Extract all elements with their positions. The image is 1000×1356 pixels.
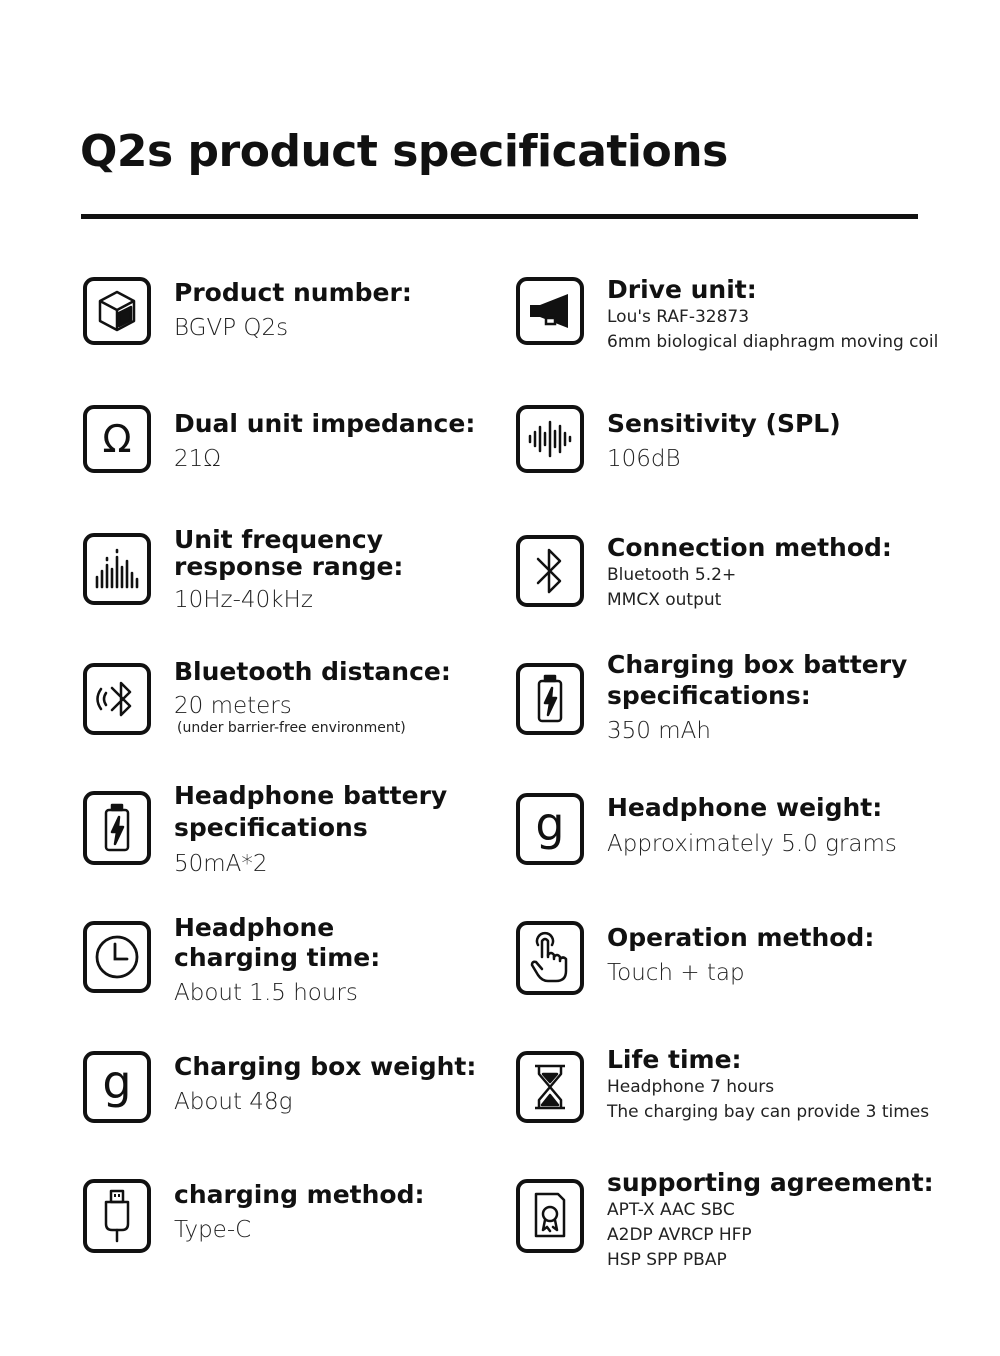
page-title: Q2s product specifications	[80, 126, 728, 177]
spec-note: (under barrier-free environment)	[177, 720, 406, 736]
spec-detail-line: APT-X AAC SBC	[607, 1200, 735, 1220]
spec-label: Life time:	[607, 1045, 742, 1074]
gram-icon: g	[516, 793, 584, 865]
spec-value: About 48g	[174, 1089, 293, 1115]
battery-charging-icon	[516, 663, 584, 735]
spec-value: 20 meters	[174, 693, 292, 719]
spec-label: Drive unit:	[607, 275, 757, 304]
spec-label: charging time:	[174, 943, 381, 972]
spec-label: Operation method:	[607, 923, 875, 952]
spec-label: specifications:	[607, 681, 811, 710]
bluetooth-icon	[516, 535, 584, 607]
equalizer-bars-icon	[83, 533, 151, 605]
spec-value: Touch + tap	[607, 960, 745, 986]
touch-hand-icon	[516, 921, 584, 995]
spec-value: 10Hz-40kHz	[174, 587, 313, 613]
title-divider	[81, 214, 918, 219]
spec-value: 106dB	[607, 446, 681, 472]
spec-label: response range:	[174, 552, 404, 581]
spec-label: specifications	[174, 813, 368, 842]
spec-detail-line: 6mm biological diaphragm moving coil	[607, 332, 939, 352]
spec-detail-line: MMCX output	[607, 590, 722, 610]
spec-label: Charging box weight:	[174, 1052, 477, 1081]
spec-value: 350 mAh	[607, 718, 711, 744]
certificate-icon	[516, 1179, 584, 1253]
spec-label: Headphone battery	[174, 781, 448, 810]
hourglass-icon	[516, 1051, 584, 1123]
spec-label: supporting agreement:	[607, 1168, 934, 1197]
spec-value: 50mA*2	[174, 851, 268, 877]
spec-label: Bluetooth distance:	[174, 657, 451, 686]
cube-icon	[83, 277, 151, 345]
spec-detail-line: A2DP AVRCP HFP	[607, 1225, 752, 1245]
spec-label: charging method:	[174, 1180, 425, 1209]
spec-detail-line: Bluetooth 5.2+	[607, 565, 737, 585]
spec-value: About 1.5 hours	[174, 980, 358, 1006]
spec-value: Type-C	[174, 1217, 252, 1243]
clock-icon	[83, 921, 151, 993]
bluetooth-signal-icon	[83, 663, 151, 735]
spec-detail-line: HSP SPP PBAP	[607, 1250, 727, 1270]
spec-label: Unit frequency	[174, 525, 384, 554]
spec-label: Product number:	[174, 278, 412, 307]
spec-label: Connection method:	[607, 533, 892, 562]
spec-detail-line: Lou's RAF-32873	[607, 307, 750, 327]
spec-value: 21Ω	[174, 446, 221, 472]
spec-label: Charging box battery	[607, 650, 908, 679]
battery-charging-icon	[83, 791, 151, 865]
megaphone-icon	[516, 277, 584, 345]
spec-value: BGVP Q2s	[174, 315, 289, 341]
spec-detail-line: Headphone 7 hours	[607, 1077, 775, 1097]
spec-label: Sensitivity (SPL)	[607, 409, 841, 438]
usb-plug-icon	[83, 1179, 151, 1253]
spec-detail-line: The charging bay can provide 3 times	[607, 1102, 930, 1122]
spec-label: Headphone	[174, 913, 335, 942]
spec-value: Approximately 5.0 grams	[607, 831, 897, 857]
omega-icon: Ω	[83, 405, 151, 473]
sound-wave-icon	[516, 405, 584, 473]
spec-label: Headphone weight:	[607, 793, 883, 822]
spec-label: Dual unit impedance:	[174, 409, 476, 438]
gram-icon: g	[83, 1051, 151, 1123]
